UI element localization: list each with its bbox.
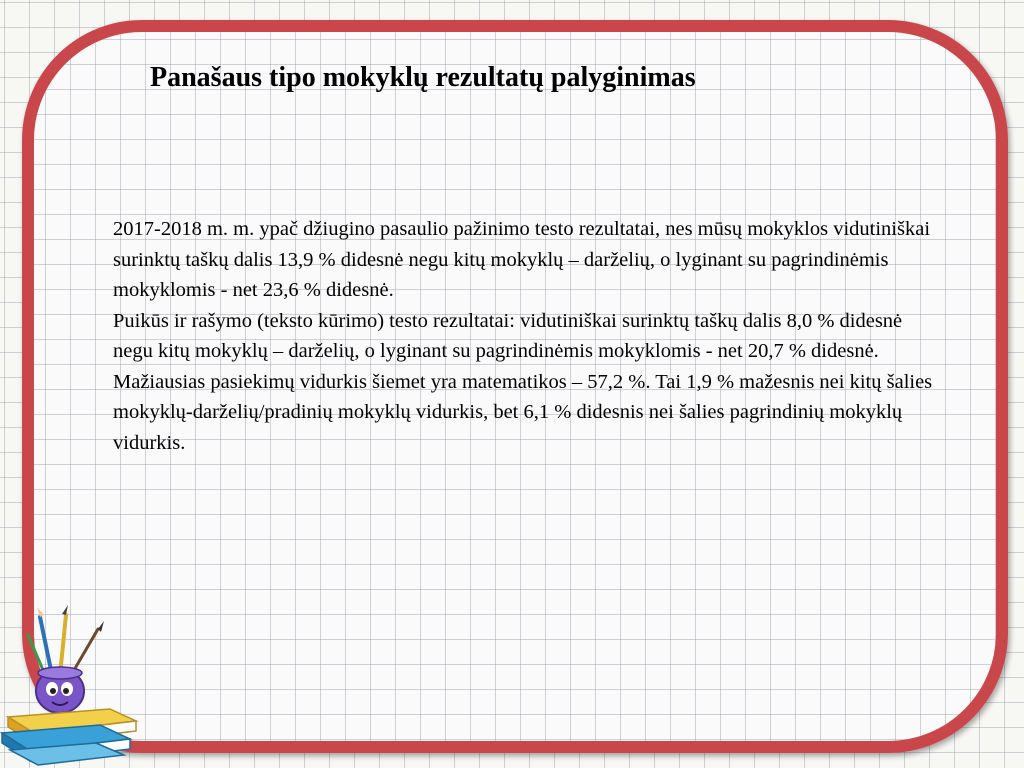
books-mascot-icon	[0, 605, 150, 768]
paragraph-math: Mažiausias pasiekimų vidurkis šiemet yra matematikos – 57,2 %. Tai 1,9 % mažesnis nei kitų šalies mokyklų-darželių/pradinių mokyklų vidurkis, bet 6,1 % didesnis nei šalies pagrindinių mokyklų vidurkis.	[113, 370, 933, 454]
paragraph-writing: Puikūs ir rašymo (teksto kūrimo) testo rezultatai: vidutiniškai surinktų taškų dalis 8,0 % didesnė negu kitų mokyklų – darželių, o lyginant su pagrindinėmis mokyklomis - net 20,7 % didesnė.	[113, 309, 903, 362]
paragraph-world-knowledge: 2017-2018 m. m. ypač džiugino pasaulio pažinimo testo rezultatai, nes mūsų mokyklos vidutiniškai surinktų taškų dalis 13,9 % didesnė negu kitų mokyklų – darželių, o lyginant su pagrindinėmis mokyklomis - net 23,6 % didesnė.	[113, 218, 931, 301]
slide-title: Panašaus tipo mokyklų rezultatų palyginimas	[150, 62, 696, 93]
slide-body	[113, 214, 943, 458]
